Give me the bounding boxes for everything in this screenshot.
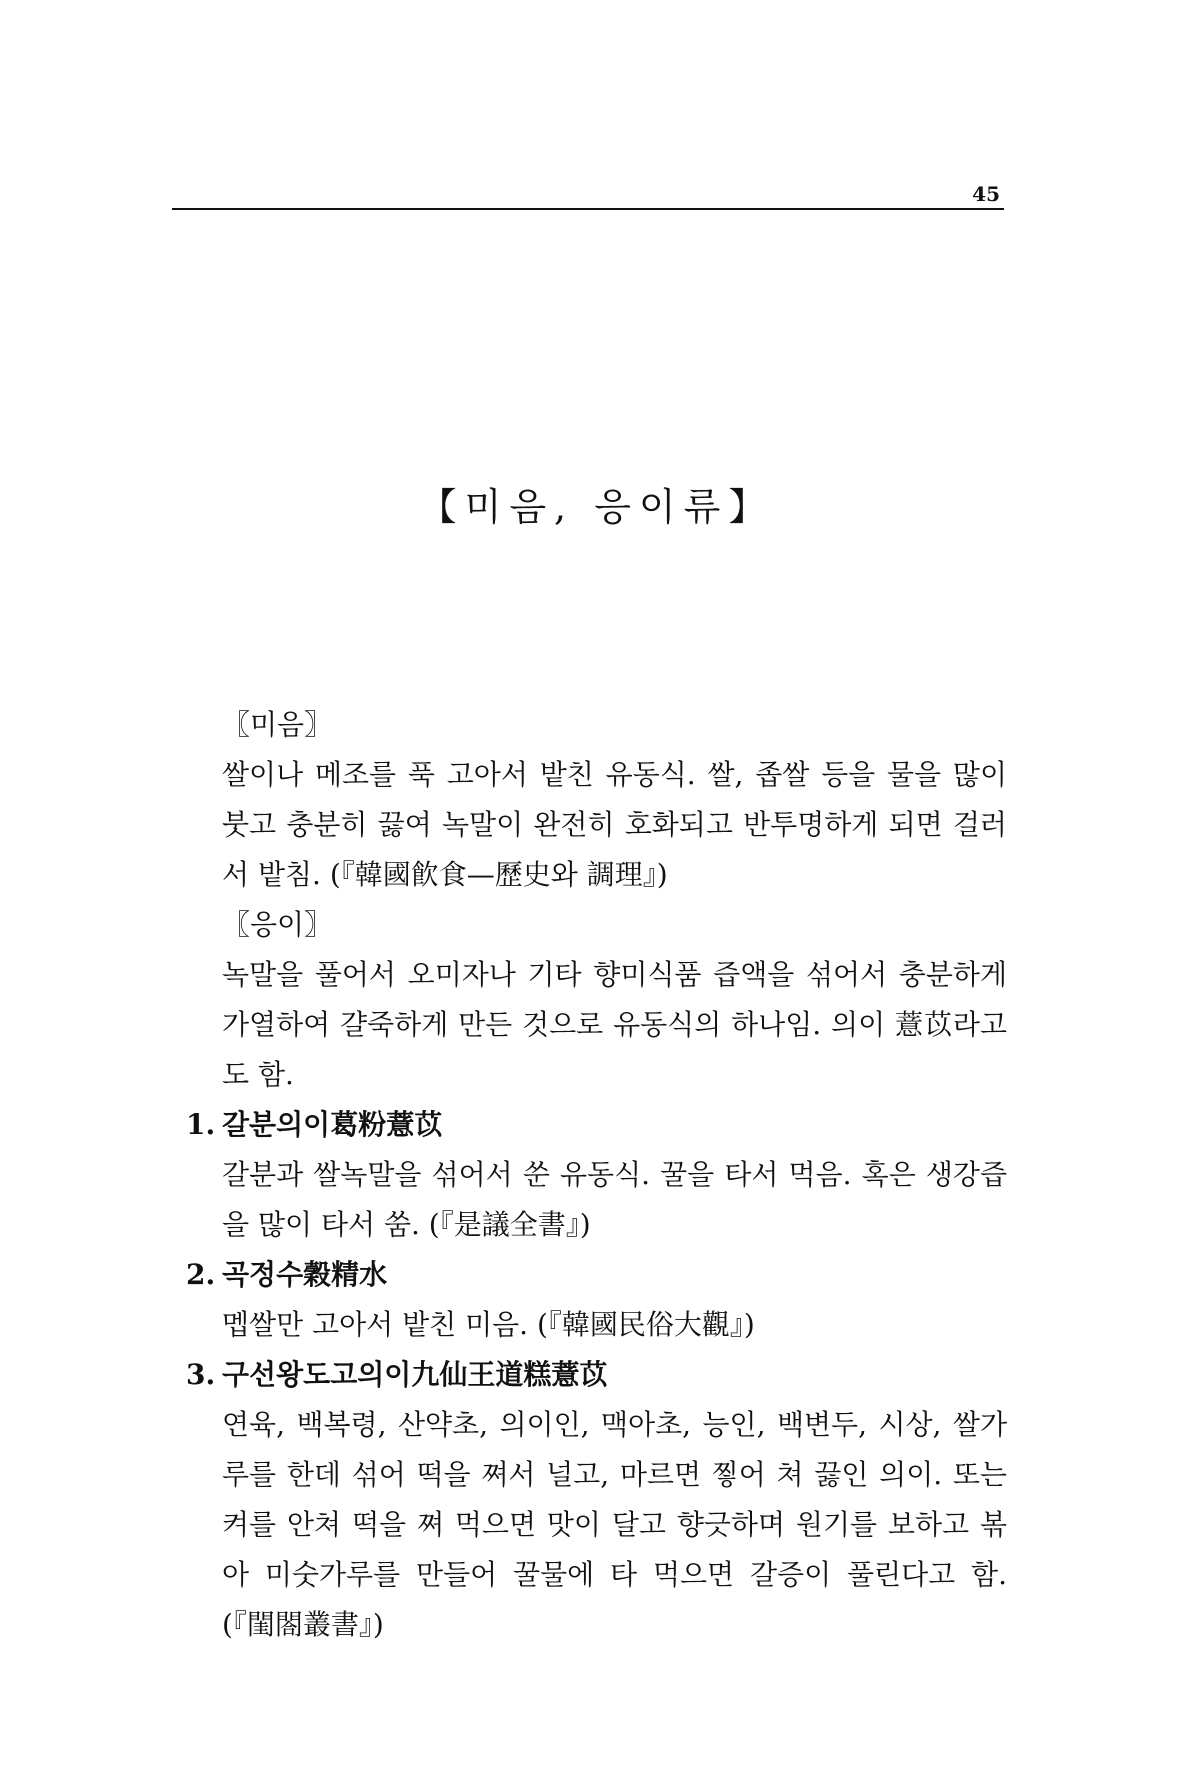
item-3-text: 연육, 백복령, 산약초, 의이인, 맥아초, 능인, 백변두, 시상, 쌀가루를 한데 섞어 떡을 쪄서 널고, 마르면 찧어 쳐 끓인 의이. 또는 켜를 안쳐 떡을 쪄 먹으면 맛이 달고 향긋하며 원기를 보하고 볶아 미숫가루를 만들어 꿀물에 타 먹으면 갈증이 풀린다고 함. (『閨閤叢書』) [222, 1408, 1007, 1641]
eungi-heading: 〖응이〗 [222, 908, 333, 941]
item-3-number: 3. [186, 1358, 216, 1391]
item-2-heading [186, 1250, 1007, 1300]
item-1-text: 갈분과 쌀녹말을 섞어서 쑨 유동식. 꿀을 타서 먹음. 혹은 생강즙을 많이 타서 쑴. (『是議全書』) [222, 1158, 1007, 1241]
item-1-title: 갈분의이葛粉薏苡 [222, 1108, 443, 1141]
item-2-number: 2. [186, 1258, 216, 1291]
item-1-number: 1. [186, 1108, 216, 1141]
mieum-heading: 〖미음〗 [222, 708, 333, 741]
item-3-title: 구선왕도고의이九仙王道糕薏苡 [222, 1358, 608, 1391]
item-3-heading [186, 1350, 1007, 1400]
page-number: 45 [972, 182, 1000, 206]
content [186, 700, 1007, 1650]
item-2-title: 곡정수穀精水 [222, 1258, 388, 1291]
header-rule [172, 208, 1004, 210]
item-2-text: 멥쌀만 고아서 밭친 미음. (『韓國民俗大觀』) [222, 1308, 755, 1341]
eungi-text: 녹말을 풀어서 오미자나 기타 향미식품 즙액을 섞어서 충분하게 가열하여 걀죽하게 만든 것으로 유동식의 하나임. 의이 薏苡라고도 함. [222, 958, 1007, 1091]
mieum-text: 쌀이나 메조를 푹 고아서 밭친 유동식. 쌀, 좁쌀 등을 물을 많이 붓고 충분히 끓여 녹말이 완전히 호화되고 반투명하게 되면 걸러서 밭침. (『韓國飮食—歷史와 調理』) [222, 758, 1007, 891]
item-1-heading [186, 1100, 1007, 1150]
section-title: 【미음, 응이류】 [418, 485, 775, 529]
